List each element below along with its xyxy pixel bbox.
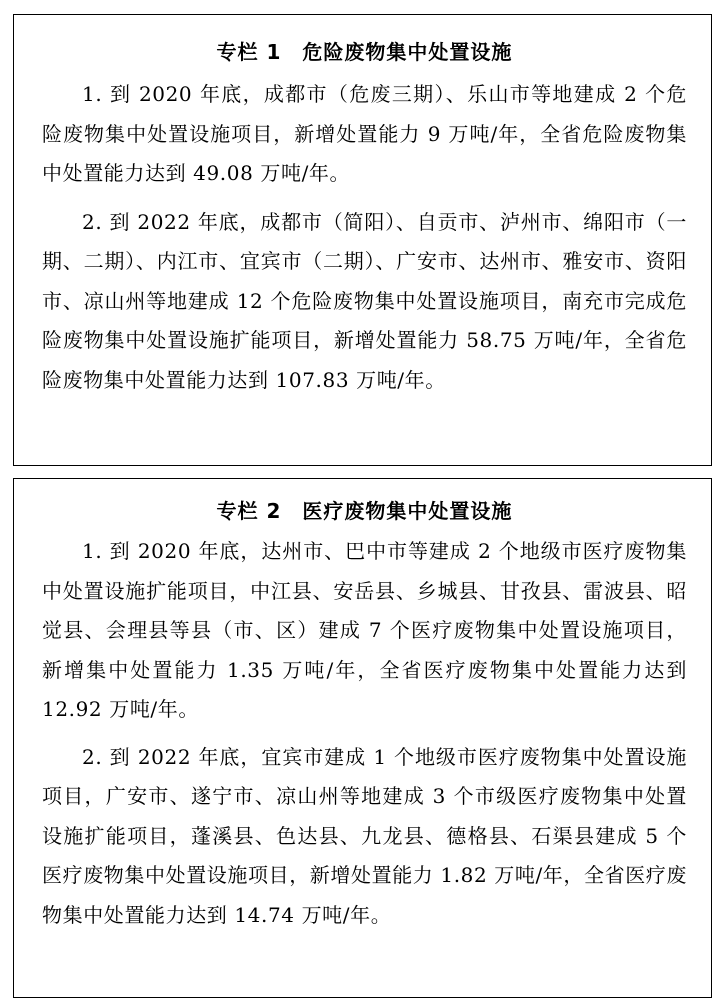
column-item: 1. 到 2020 年底，成都市（危废三期）、乐山市等地建成 2 个危险废物集中处置设施项目，新增处置能力 9 万吨/年，全省危险废物集中处置能力达到 49.08 万吨/年。 xyxy=(42,82,687,185)
column-item: 1. 到 2020 年底，达州市、巴中市等建成 2 个地级市医疗废物集中处置设施扩能项目，中江县、安岳县、乡城县、甘孜县、雷波县、昭觉县、会理县等县（市、区）建成 7 个医疗废物集中处置设施项目，新增集中处置能力 1.35 万吨/年，全省医疗废物集中处置能力达到 12.92 万吨/年。 xyxy=(42,539,687,721)
column-title: 专栏 2 医疗废物集中处置设施 xyxy=(216,499,513,523)
column-item: 2. 到 2022 年底，成都市（简阳）、自贡市、泸州市、绵阳市（一期、二期）、内江市、宜宾市（二期）、广安市、达州市、雅安市、资阳市、凉山州等地建成 12 个危险废物集中处置设施项目，南充市完成危险废物集中处置设施扩能项目，新增处置能力 58.75 万吨/年，全省危险废物集中处置能力达到 107.83 万吨/年。 xyxy=(42,209,687,392)
column-box-hazardous-waste xyxy=(13,14,712,466)
column-title: 专栏 1 危险废物集中处置设施 xyxy=(216,40,513,64)
column-item: 2. 到 2022 年底，宜宾市建成 1 个地级市医疗废物集中处置设施项目，广安市、遂宁市、凉山州等地建成 3 个市级医疗废物集中处置设施扩能项目，蓬溪县、色达县、九龙县、德格县、石渠县建成 5 个医疗废物集中处置设施项目，新增处置能力 1.82 万吨/年，全省医疗废物集中处置能力达到 14.74 万吨/年。 xyxy=(42,744,687,927)
column-box-medical-waste xyxy=(13,478,712,998)
